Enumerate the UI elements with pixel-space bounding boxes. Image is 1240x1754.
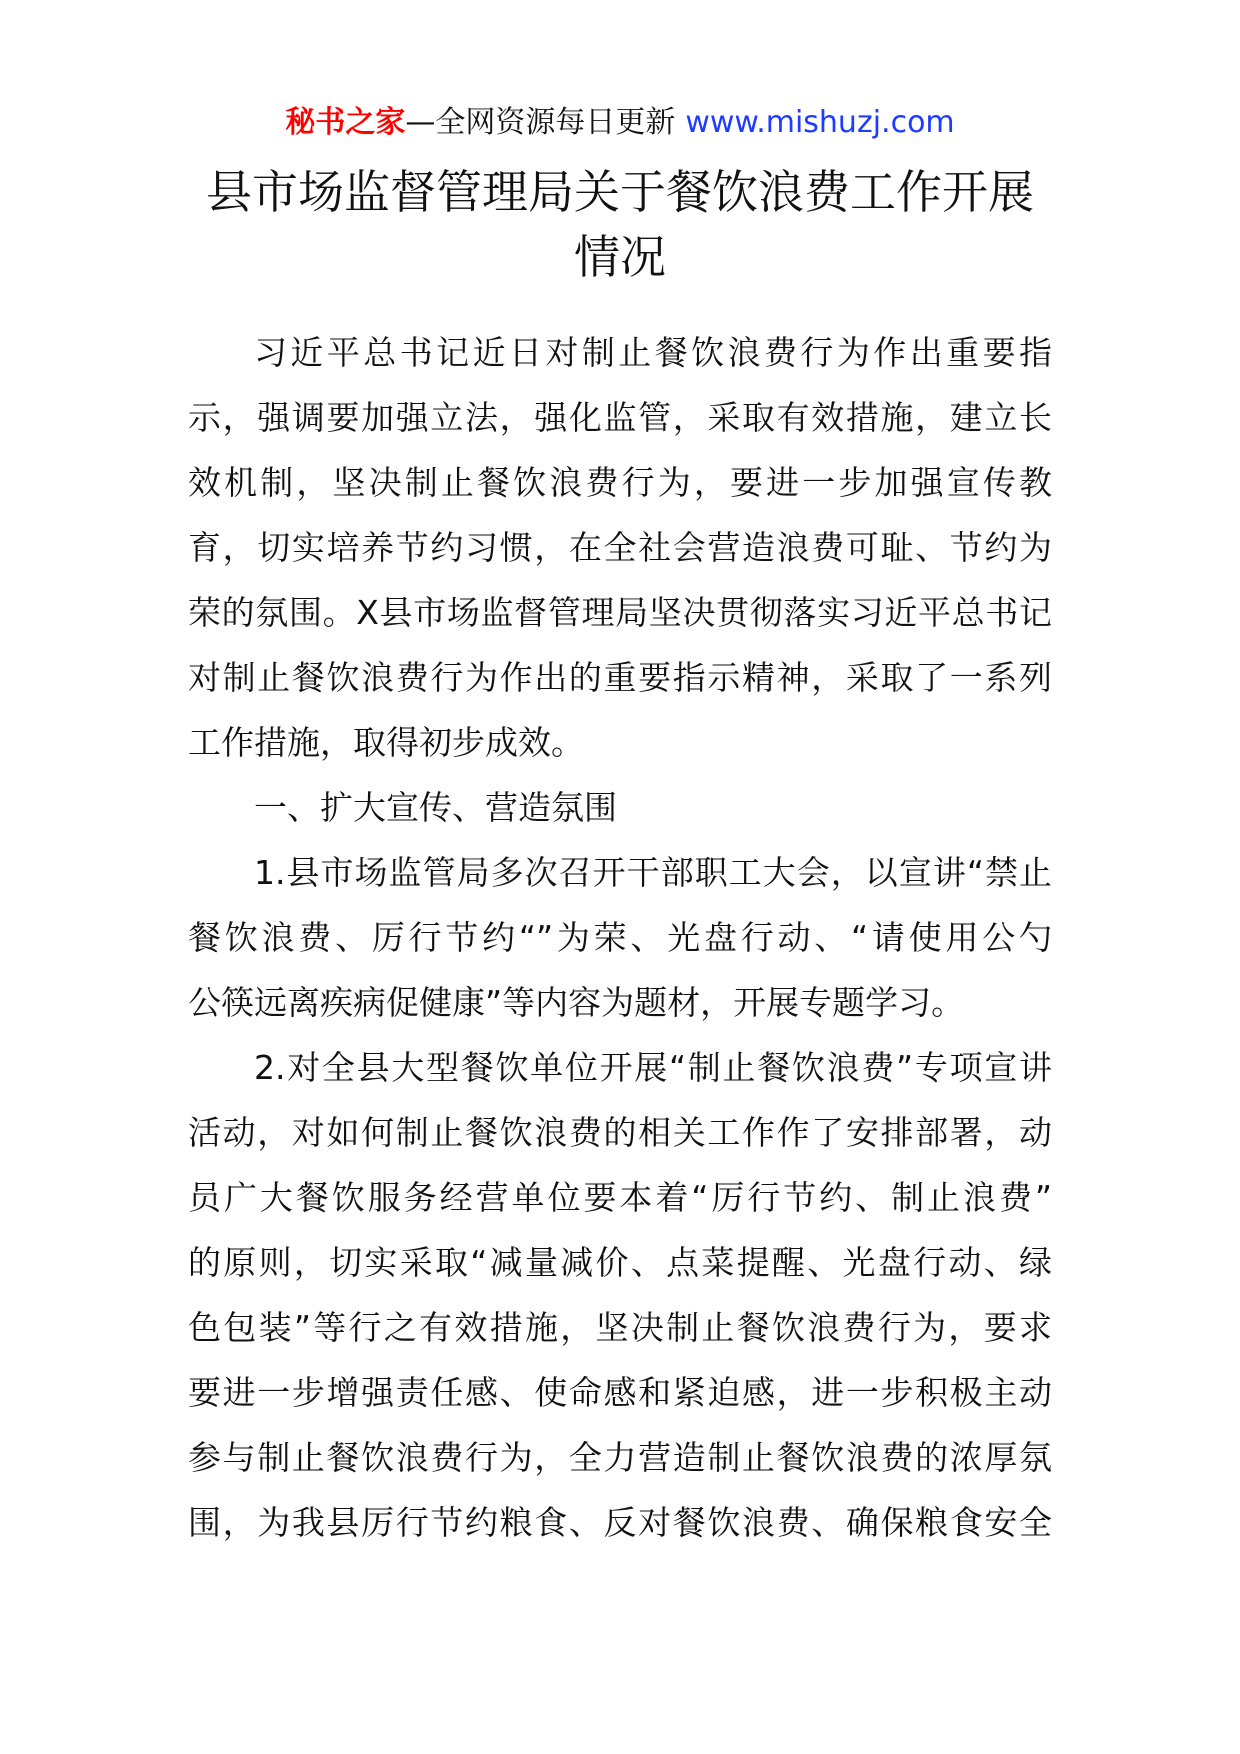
body-line: 要进一步增强责任感、使命感和紧迫感，进一步积极主动 [188,1373,1052,1412]
body-line: 2.对全县大型餐饮单位开展“制止餐饮浪费”专项宣讲 [254,1048,1052,1087]
site-banner [0,103,1240,143]
body-line: 效机制，坚决制止餐饮浪费行为，要进一步加强宣传教 [188,463,1052,502]
body-line: 餐饮浪费、厉行节约“”为荣、光盘行动、“请使用公勺 [188,918,1052,957]
site-slogan: —全网资源每日更新 [405,105,676,140]
document-title [150,160,1090,290]
section-heading [188,775,1052,840]
section-heading-line: 一、扩大宣传、营造氛围 [254,788,617,827]
title-line: 情况 [574,230,666,284]
body-line: 的原则，切实采取“减量减价、点菜提醒、光盘行动、绿 [188,1243,1052,1282]
body-line: 对制止餐饮浪费行为作出的重要指示精神，采取了一系列 [188,658,1052,697]
paragraph-item-2 [188,1035,1052,1555]
body-line: 育，切实培养节约习惯，在全社会营造浪费可耻、节约为 [188,528,1052,567]
body-line: 示，强调要加强立法，强化监管，采取有效措施，建立长 [188,398,1052,437]
paragraph-item-1 [188,840,1052,1035]
body-line: 参与制止餐饮浪费行为，全力营造制止餐饮浪费的浓厚氛 [188,1438,1052,1477]
body-line: 工作措施，取得初步成效。 [188,723,584,762]
paragraph-intro [188,320,1052,775]
site-brand: 秘书之家 [285,105,406,140]
title-line: 县市场监督管理局关于餐饮浪费工作开展 [206,165,1034,219]
body-line: 荣的氛围。X县市场监督管理局坚决贯彻落实习近平总书记 [188,593,1052,632]
body-line: 活动，对如何制止餐饮浪费的相关工作作了安排部署，动 [188,1113,1052,1152]
body-line: 围，为我县厉行节约粮食、反对餐饮浪费、确保粮食安全 [188,1503,1052,1542]
body-line: 公筷远离疾病促健康”等内容为题材，开展专题学习。 [188,983,965,1022]
site-url: www.mishuzj.com [685,105,955,140]
body-line: 色包装”等行之有效措施，坚决制止餐饮浪费行为，要求 [188,1308,1052,1347]
body-line: 员广大餐饮服务经营单位要本着“厉行节约、制止浪费” [188,1178,1052,1217]
body-line: 1.县市场监管局多次召开干部职工大会，以宣讲“禁止 [254,853,1052,892]
body-line: 习近平总书记近日对制止餐饮浪费行为作出重要指 [254,333,1052,372]
document-body [188,320,1052,1555]
